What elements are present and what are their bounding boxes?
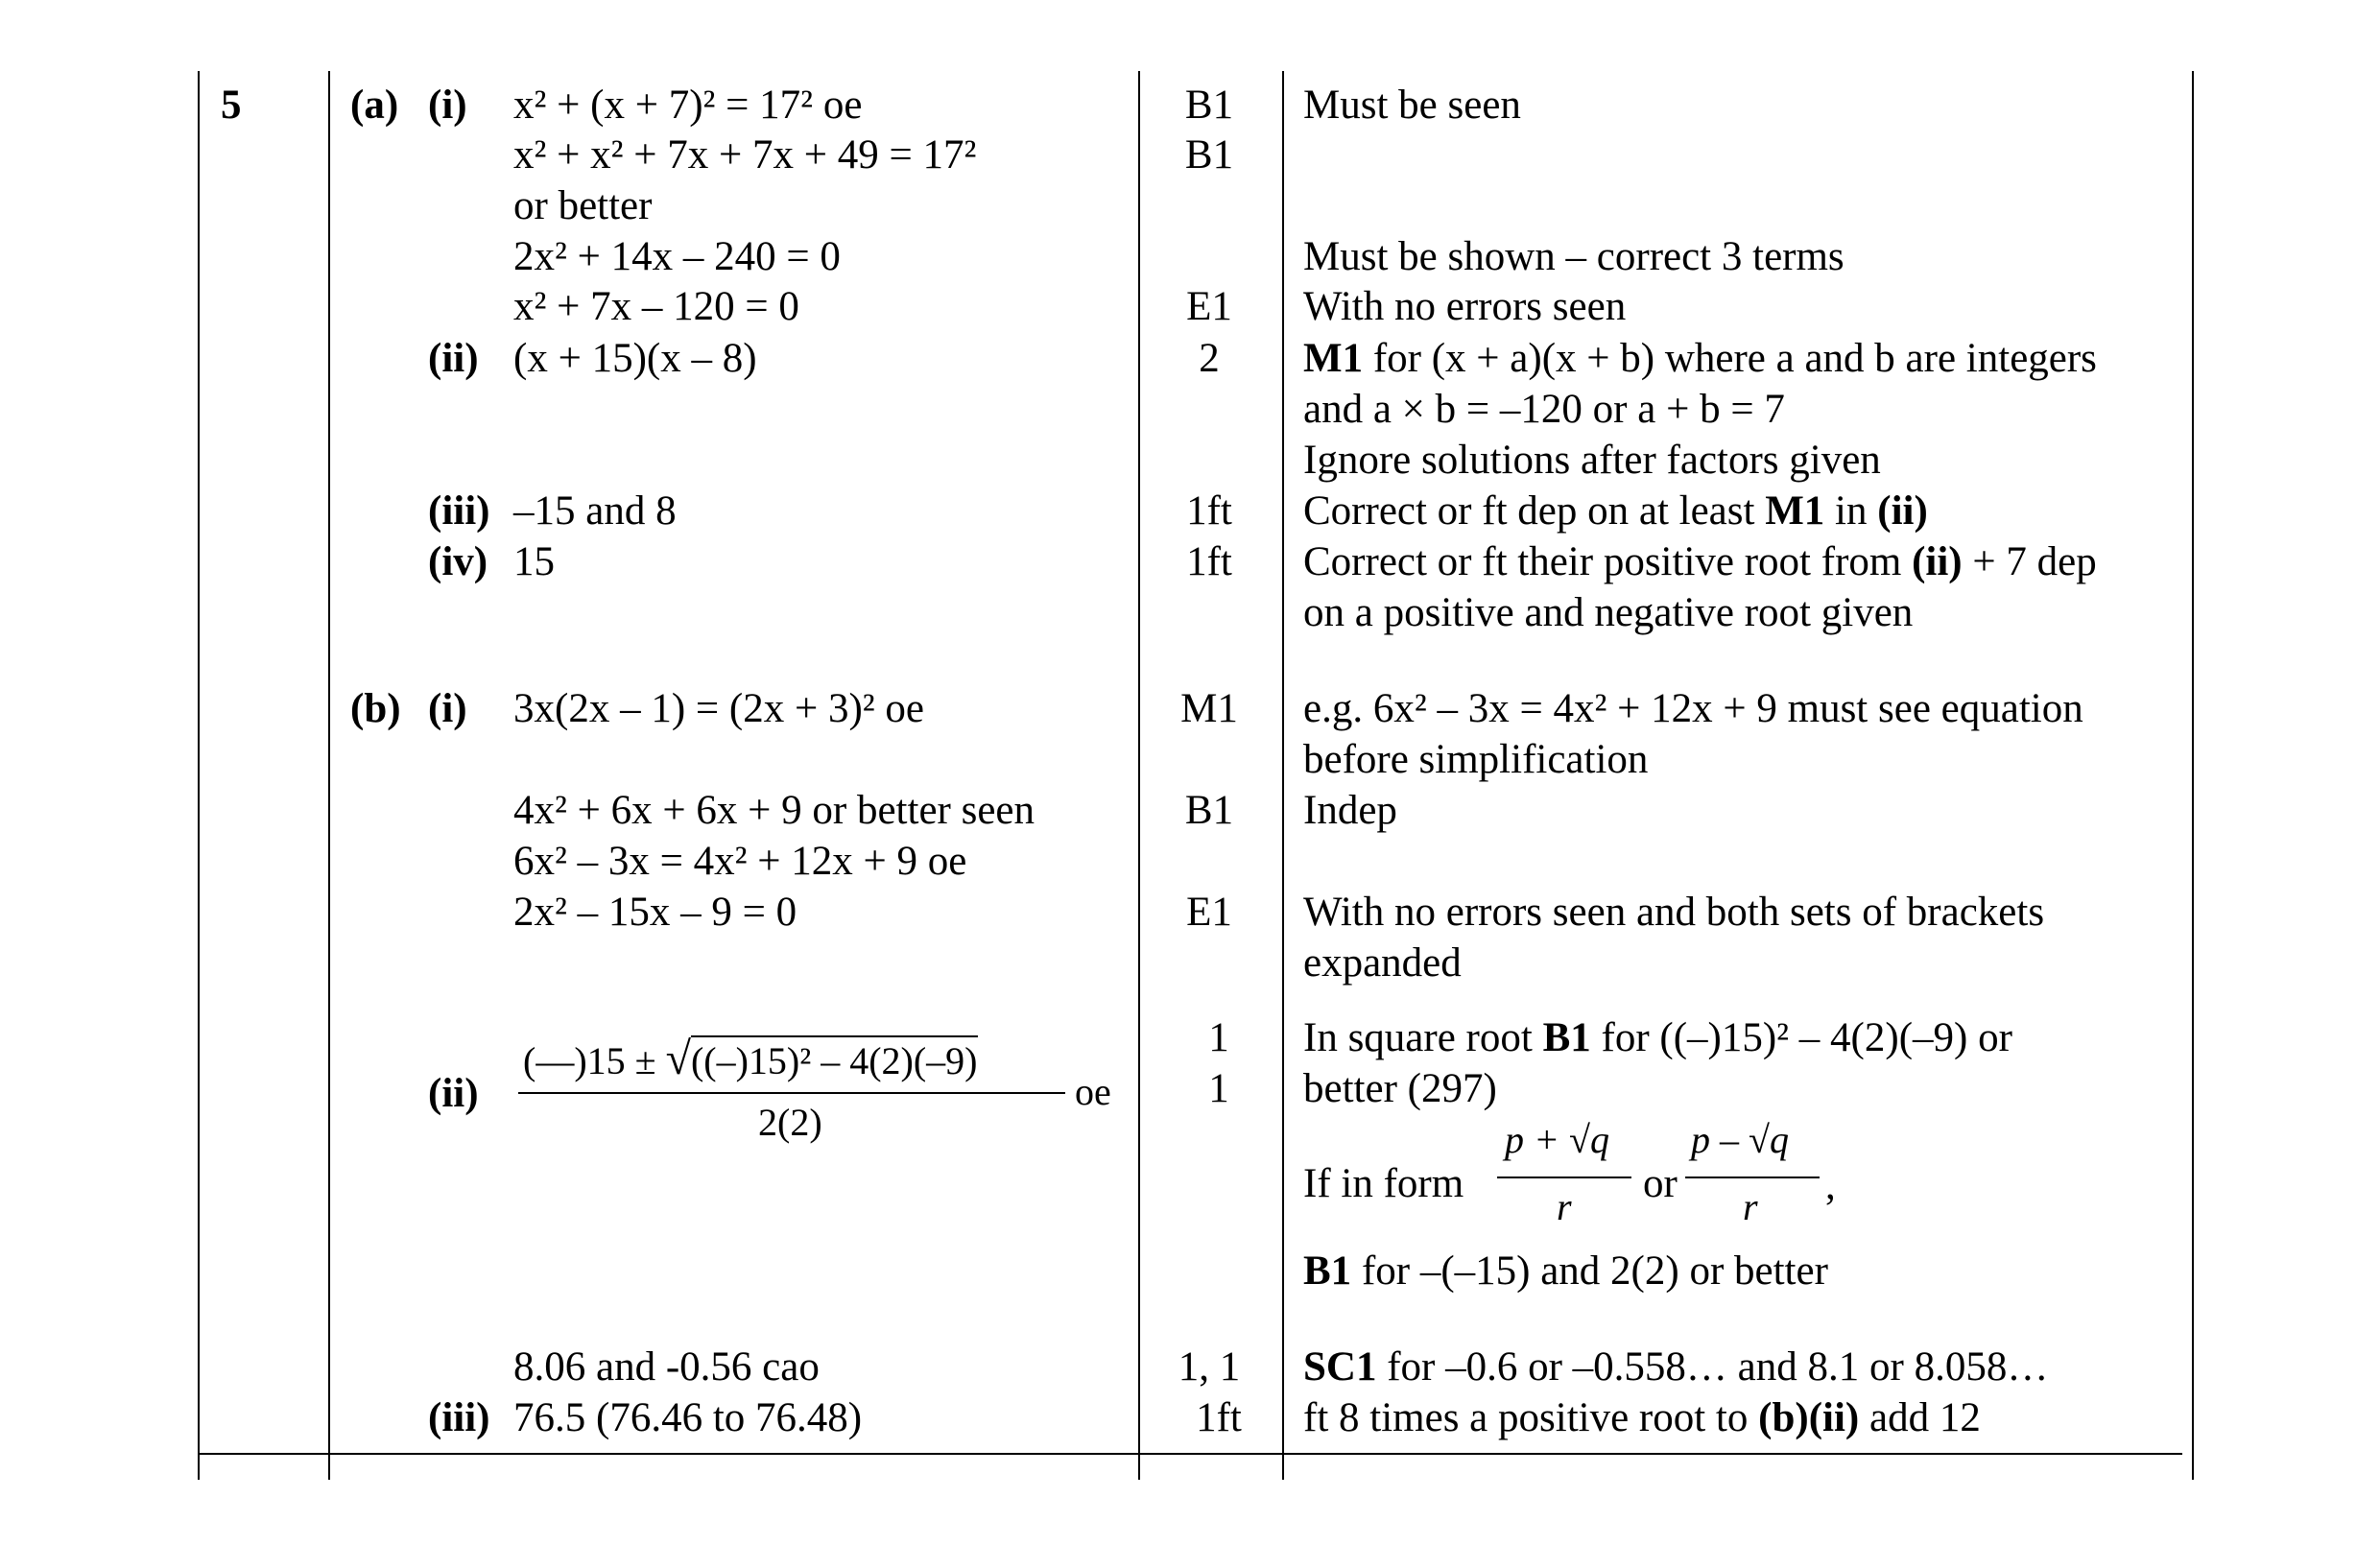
b-i-line-1: 3x(2x – 1) = (2x + 3)² oe: [513, 686, 925, 731]
a-i-line-4: 2x² + 14x – 240 = 0: [513, 234, 841, 279]
b-ii-form-denominator-1: r: [1557, 1185, 1572, 1228]
b-i-line-3: 6x² – 3x = 4x² + 12x + 9 oe: [513, 839, 967, 884]
b-iii-answer: 76.5 (76.46 to 76.48): [513, 1395, 863, 1440]
b-i-line-2: 4x² + 6x + 6x + 9 or better seen: [513, 788, 1035, 833]
a-i-line-1: x² + (x + 7)² = 17² oe: [513, 83, 863, 128]
b-i-note-1b: before simplification: [1303, 737, 1649, 782]
part-a-iv-label: (iv): [428, 539, 488, 584]
b-ii-denominator: 2(2): [758, 1101, 822, 1144]
b-ii-form-comma: ,: [1825, 1163, 1836, 1208]
a-iii-mark: 1ft: [1186, 488, 1232, 534]
a-i-line-3: or better: [513, 183, 653, 228]
b-ii-mark-1: 1: [1208, 1015, 1229, 1060]
a-i-line-2: x² + x² + 7x + 7x + 49 = 17²: [513, 132, 977, 178]
a-iv-answer: 15: [513, 539, 555, 584]
b-i-line-4: 2x² – 15x – 9 = 0: [513, 890, 797, 935]
b-ii-answer-note-bold: SC1: [1303, 1344, 1377, 1390]
table-border-right: [2192, 71, 2194, 1480]
b-i-mark-1: M1: [1180, 686, 1238, 731]
b-ii-form-label: If in form: [1303, 1161, 1464, 1206]
b-ii-answer-note: [1303, 1346, 2048, 1388]
b-ii-form-numerator-1: p + √q: [1505, 1118, 1609, 1161]
table-bottom-rule: [198, 1453, 2182, 1455]
a-ii-note-text: for (x + a)(x + b) where a and b are integers: [1372, 336, 2097, 381]
table-border-left: [198, 71, 200, 1480]
b-i-mark-3: E1: [1186, 890, 1232, 935]
part-b-iii-label: (iii): [428, 1395, 490, 1440]
a-iii-answer: –15 and 8: [513, 488, 677, 534]
a-i-mark-2: B1: [1184, 132, 1234, 178]
b-ii-answer-note-post: for –0.6 or –0.558… and 8.1 or 8.058…: [1376, 1344, 2049, 1390]
b-ii-note-1-post: for ((–)15)² – 4(2)(–9) or: [1590, 1015, 2012, 1060]
b-ii-oe: oe: [1075, 1070, 1111, 1113]
a-iii-note-pre: Correct or ft dep on at least: [1303, 488, 1766, 534]
b-i-note-3a: With no errors seen and both sets of brackets: [1303, 890, 2045, 935]
b-iii-mark: 1ft: [1196, 1395, 1242, 1440]
a-iv-note-post: + 7 dep: [1962, 539, 2097, 584]
a-iv-note-bold: (ii): [1912, 539, 1963, 584]
column-divider-2: [1138, 71, 1140, 1480]
b-ii-form-numerator-2: p – √q: [1691, 1118, 1789, 1161]
b-iii-note: [1303, 1397, 1981, 1438]
b-ii-fraction-bar: [518, 1092, 1065, 1094]
b-iii-note-post: add 12: [1859, 1395, 1981, 1440]
part-a-iii-label: (iii): [428, 488, 490, 534]
b-ii-radicand: ((–)15)² – 4(2)(–9): [691, 1035, 978, 1082]
b-ii-answer-mark: 1, 1: [1178, 1344, 1241, 1390]
b-ii-note-4-bold: B1: [1303, 1248, 1352, 1294]
b-i-note-1a: e.g. 6x² – 3x = 4x² + 12x + 9 must see equation: [1303, 686, 2083, 731]
part-b-label: (b): [350, 686, 401, 731]
b-i-mark-2: B1: [1184, 788, 1234, 833]
a-iii-note-mid: in: [1824, 488, 1878, 534]
a-ii-answer: (x + 15)(x – 8): [513, 336, 757, 381]
b-ii-mark-2: 1: [1208, 1066, 1229, 1111]
sqrt-icon: √: [665, 1034, 691, 1084]
a-iv-note-2: on a positive and negative root given: [1303, 590, 1914, 635]
b-ii-note-4: [1303, 1250, 1828, 1292]
b-ii-form-or: or: [1643, 1161, 1678, 1206]
b-i-note-3b: expanded: [1303, 940, 1462, 986]
a-iii-note-bold-1: M1: [1765, 488, 1825, 534]
part-b-i-label: (i): [428, 686, 467, 731]
b-ii-form-denominator-2: r: [1743, 1185, 1758, 1228]
b-i-note-2: Indep: [1303, 788, 1397, 833]
a-ii-note-3: Ignore solutions after factors given: [1303, 438, 1881, 483]
a-ii-note-bold: M1: [1303, 336, 1364, 381]
part-a-label: (a): [350, 83, 399, 128]
b-ii-note-1-pre: In square root: [1303, 1015, 1543, 1060]
a-iii-note-bold-2: (ii): [1877, 488, 1928, 534]
column-divider-3: [1282, 71, 1284, 1480]
part-a-ii-label: (ii): [428, 336, 479, 381]
a-i-mark-3: E1: [1186, 284, 1232, 329]
a-ii-note-1: [1303, 338, 2097, 379]
a-ii-mark: 2: [1199, 336, 1220, 381]
a-i-note-3: With no errors seen: [1303, 284, 1627, 329]
column-divider-1: [328, 71, 330, 1480]
a-iv-note-pre: Correct or ft their positive root from: [1303, 539, 1913, 584]
question-number: 5: [221, 83, 242, 128]
a-i-line-5: x² + 7x – 120 = 0: [513, 284, 799, 329]
b-ii-note-2: better (297): [1303, 1066, 1497, 1111]
a-iv-note-1: [1303, 541, 2097, 582]
a-i-mark-1: B1: [1184, 83, 1234, 128]
part-b-ii-label: (ii): [428, 1071, 479, 1116]
b-ii-form-bar-2: [1685, 1177, 1820, 1178]
b-ii-numerator-left: (––)15 ±: [523, 1039, 666, 1082]
b-ii-form-bar-1: [1497, 1177, 1631, 1178]
a-i-note-2: Must be shown – correct 3 terms: [1303, 234, 1844, 279]
a-iv-mark: 1ft: [1186, 539, 1232, 584]
b-ii-answer: 8.06 and -0.56 cao: [513, 1344, 820, 1390]
a-i-note-1: Must be seen: [1303, 83, 1521, 128]
a-iii-note: [1303, 490, 1928, 532]
b-iii-note-pre: ft 8 times a positive root to: [1303, 1395, 1759, 1440]
b-ii-formula-numerator: [523, 1036, 978, 1082]
b-ii-note-4-post: for –(–15) and 2(2) or better: [1351, 1248, 1828, 1294]
part-a-i-label: (i): [428, 83, 467, 128]
a-ii-note-2: and a × b = –120 or a + b = 7: [1303, 387, 1785, 432]
b-ii-note-1: [1303, 1017, 2012, 1058]
b-iii-note-bold: (b)(ii): [1758, 1395, 1860, 1440]
b-ii-note-1-bold: B1: [1542, 1015, 1591, 1060]
